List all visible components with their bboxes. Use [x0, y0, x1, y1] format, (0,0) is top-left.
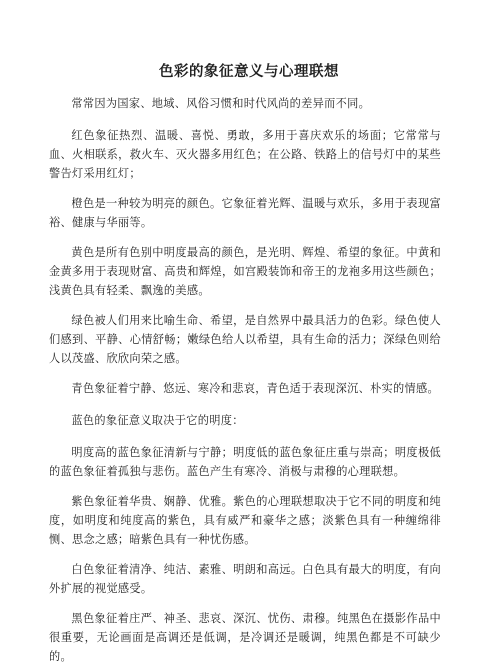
paragraph-green: 绿色被人们用来比喻生命、希望，是自然界中最具活力的色彩。绿色使人们感到、平静、心情舒畅；嫩绿色给人以希望，具有生命的活力；深绿色则给人以茂盛、欣欣向荣之感。 — [49, 314, 441, 365]
paragraph-red: 红色象征热烈、温暖、喜悦、勇敢，多用于喜庆欢乐的场面；它常常与血、火相联系，救火车、灭火器多用红色；在公路、铁路上的信号灯中的某些警告灯采用红灯； — [49, 129, 441, 180]
paragraph-orange: 橙色是一种较为明亮的颜色。它象征着光辉、温暖与欢乐，多用于表现富裕、健康与华丽等。 — [49, 197, 441, 229]
paragraph-blue-intro: 蓝色的象征意义取决于它的明度： — [71, 414, 244, 427]
page-title: 色彩的象征意义与心理联想 — [159, 63, 339, 80]
paragraph-blue: 明度高的蓝色象征清新与宁静；明度低的蓝色象征庄重与崇高；明度极低的蓝色象征着孤独与悲伤。蓝色产生有寒冷、消极与肃穆的心理联想。 — [49, 446, 441, 478]
paragraph-yellow: 黄色是所有色别中明度最高的颜色，是光明、辉煌、希望的象征。中黄和金黄多用于表现财富、高贵和辉煌，如宫殿装饰和帝王的龙袍多用这些颜色；浅黄色具有轻柔、飘逸的美感。 — [49, 246, 441, 297]
paragraph-intro: 常常因为国家、地域、风俗习惯和时代风尚的差异而不同。 — [71, 97, 371, 110]
paragraph-cyan: 青色象征着宁静、悠远、寒冷和悲哀，青色适于表现深沉、朴实的情感。 — [71, 382, 439, 395]
paragraph-black: 黑色象征着庄严、神圣、悲哀、深沉、忧伤、肃穆。纯黑色在摄影作品中很重要，无论画面是高调还是低调，是冷调还是暖调，纯黑色都是不可缺少的。 — [49, 612, 441, 663]
document-body — [49, 94, 441, 666]
paragraph-white: 白色象征着清净、纯洁、素雅、明朗和高远。白色具有最大的明度，有向外扩展的视觉感受。 — [49, 563, 441, 595]
paragraph-purple: 紫色象征着华贵、娴静、优雅。紫色的心理联想取决于它不同的明度和纯度，如明度和纯度高的紫色，具有威严和豪华之感；淡紫色具有一种缠绵徘恻、思念之感；暗紫色具有一种忧伤感。 — [49, 495, 441, 546]
